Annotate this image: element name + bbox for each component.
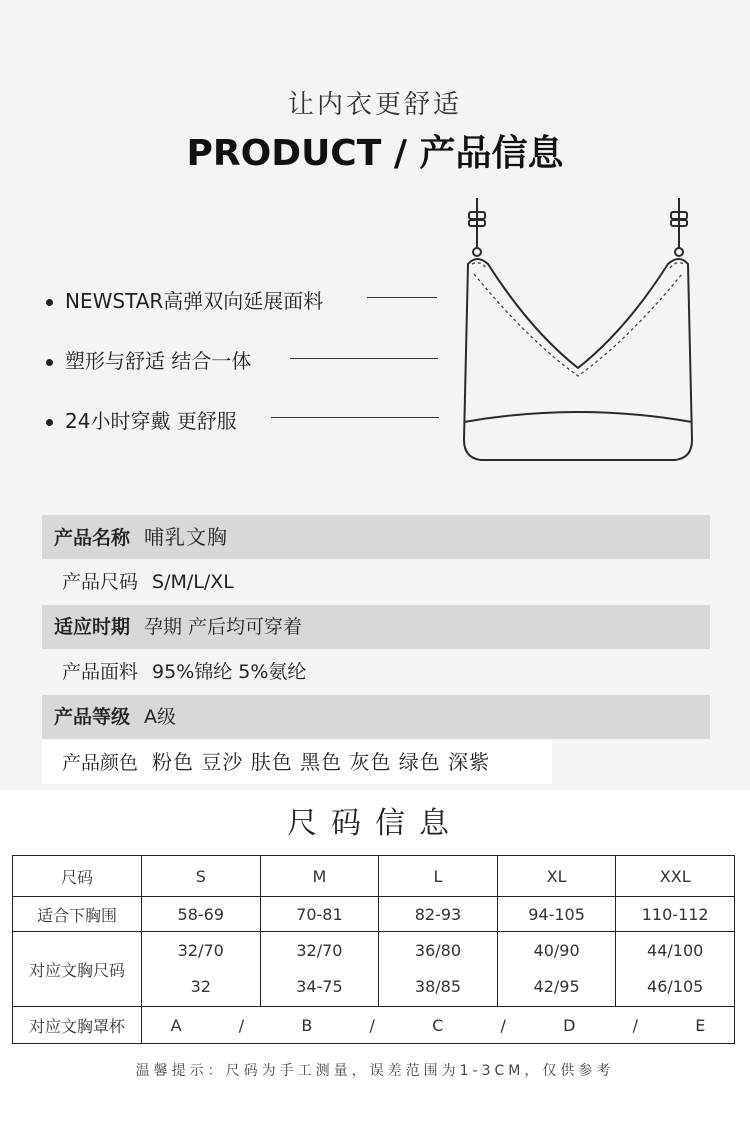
table-cell: 尺码 bbox=[13, 856, 142, 897]
table-cell: 58-69 bbox=[142, 897, 261, 932]
table-cell: M bbox=[260, 856, 379, 897]
size-table bbox=[12, 855, 735, 1044]
cell-value: 34-75 bbox=[296, 977, 343, 996]
feature-text: 24小时穿戴 更舒服 bbox=[65, 409, 237, 433]
info-label: 产品等级 bbox=[54, 706, 131, 728]
info-label: 产品面料 bbox=[62, 661, 139, 683]
sizing-note: 温馨提示：尺码为手工测量，误差范围为1-3CM，仅供参考 bbox=[135, 1063, 615, 1079]
bullet-icon bbox=[46, 359, 53, 366]
cup-cell bbox=[142, 1007, 735, 1044]
info-row-name bbox=[42, 515, 710, 559]
feature-item bbox=[46, 405, 237, 434]
cup-separator: / bbox=[500, 1015, 506, 1035]
table-cell: 对应文胸尺码 bbox=[13, 932, 142, 1007]
bra-illustration bbox=[450, 190, 710, 475]
cell-value: 42/95 bbox=[533, 977, 580, 996]
cup-separator: / bbox=[632, 1015, 639, 1035]
info-label: 适应时期 bbox=[54, 616, 131, 638]
cup-list bbox=[142, 1016, 734, 1035]
cup-value: E bbox=[695, 1015, 706, 1035]
cup-separator: / bbox=[369, 1015, 375, 1035]
feature-text: 塑形与舒适 结合一体 bbox=[65, 349, 252, 373]
table-cell: L bbox=[379, 856, 498, 897]
table-row bbox=[13, 932, 735, 1007]
table-cell: 110-112 bbox=[616, 897, 735, 932]
info-row-grade bbox=[42, 695, 710, 739]
callout-line bbox=[290, 358, 438, 359]
info-value: S/M/L/XL bbox=[152, 571, 234, 593]
info-label: 产品名称 bbox=[54, 527, 131, 549]
section-title: PRODUCT / 产品信息 bbox=[186, 133, 564, 174]
cell-value: 32/70 bbox=[296, 941, 343, 960]
cell-value: 36/80 bbox=[414, 941, 462, 960]
info-value: 哺乳文胸 bbox=[144, 525, 229, 549]
cell-value: 32/70 bbox=[177, 941, 224, 960]
cell-value: 40/90 bbox=[533, 941, 580, 960]
table-cell: S bbox=[142, 856, 261, 897]
cup-value: A bbox=[170, 1015, 182, 1035]
table-row bbox=[13, 897, 735, 932]
cup-value: D bbox=[563, 1015, 576, 1035]
table-cell: XL bbox=[497, 856, 616, 897]
table-cell: XXL bbox=[616, 856, 735, 897]
info-value: 孕期 产后均可穿着 bbox=[144, 616, 303, 638]
feature-item bbox=[46, 345, 251, 374]
cell-value: 46/105 bbox=[647, 977, 704, 996]
cup-value: B bbox=[301, 1015, 313, 1035]
callout-line bbox=[367, 297, 437, 298]
info-row-size bbox=[42, 560, 710, 604]
table-cell: 对应文胸罩杯 bbox=[13, 1007, 142, 1044]
table-cell: 82-93 bbox=[379, 897, 498, 932]
table-cell bbox=[142, 932, 261, 1007]
section-subtitle: 让内衣更舒适 bbox=[287, 90, 462, 120]
table-cell: 适合下胸围 bbox=[13, 897, 142, 932]
bullet-icon bbox=[46, 419, 53, 426]
table-row bbox=[13, 856, 735, 897]
table-cell: 70-81 bbox=[260, 897, 379, 932]
info-value: 95%锦纶 5%氨纶 bbox=[152, 661, 307, 683]
info-label: 产品颜色 bbox=[62, 752, 139, 774]
feature-text: NEWSTAR高弹双向延展面料 bbox=[65, 289, 324, 313]
info-row-colors bbox=[42, 740, 552, 784]
info-value: 粉色 豆沙 肤色 黑色 灰色 绿色 深紫 bbox=[152, 750, 491, 774]
info-value: A级 bbox=[144, 706, 177, 728]
table-cell bbox=[379, 932, 498, 1007]
table-cell bbox=[497, 932, 616, 1007]
table-row bbox=[13, 1007, 735, 1044]
cell-value: 32 bbox=[190, 977, 211, 996]
info-row-period bbox=[42, 605, 710, 649]
cup-separator: / bbox=[238, 1015, 245, 1035]
table-cell: 94-105 bbox=[497, 897, 616, 932]
table-cell bbox=[616, 932, 735, 1007]
callout-line bbox=[271, 417, 439, 418]
bullet-icon bbox=[46, 299, 53, 306]
cell-value: 44/100 bbox=[647, 941, 704, 960]
info-row-fabric bbox=[42, 650, 710, 694]
cup-value: C bbox=[432, 1015, 444, 1035]
cell-value: 38/85 bbox=[414, 977, 462, 996]
info-label: 产品尺码 bbox=[62, 571, 139, 593]
feature-item bbox=[46, 285, 323, 314]
table-cell bbox=[260, 932, 379, 1007]
size-section-title: 尺码信息 bbox=[287, 806, 463, 841]
